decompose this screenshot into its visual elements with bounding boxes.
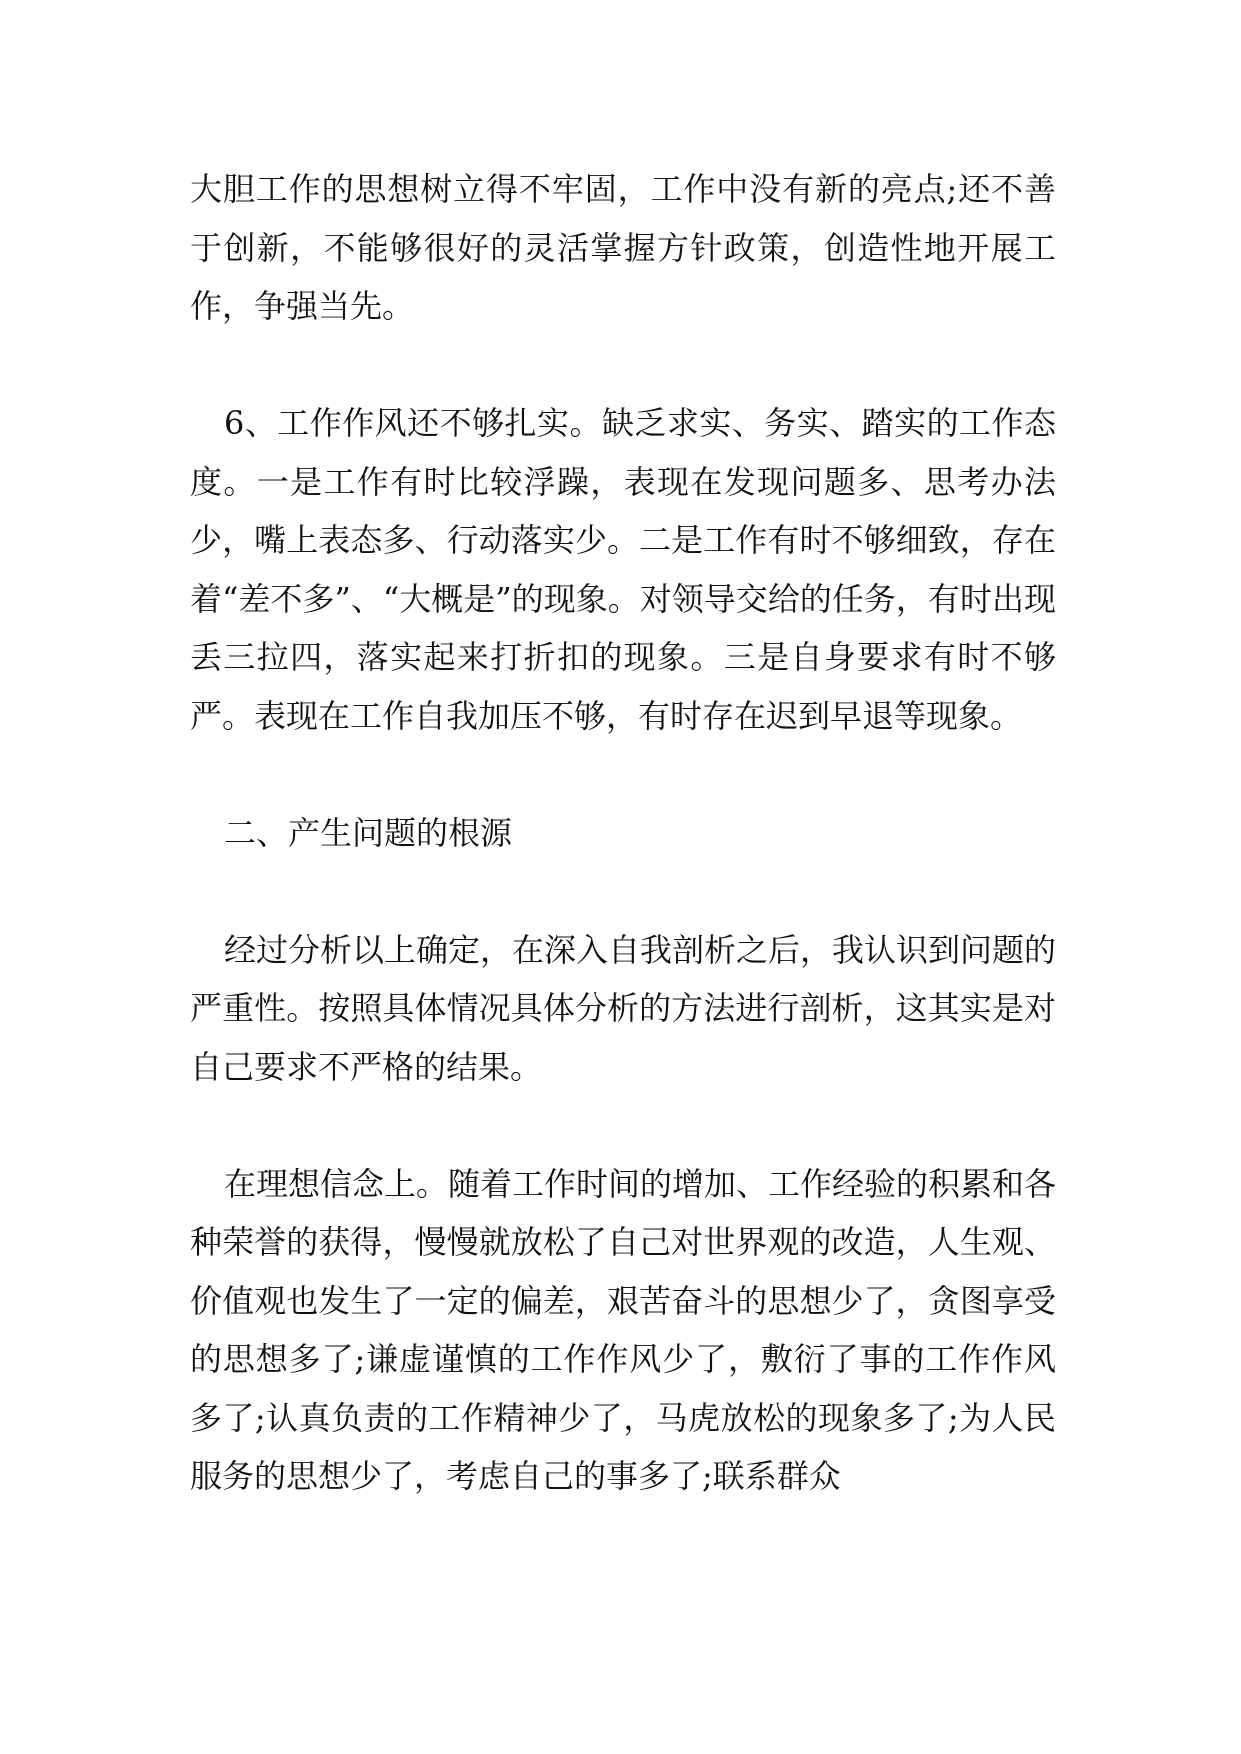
paragraph-ideals-beliefs: 在理想信念上。随着工作时间的增加、工作经验的积累和各种荣誉的获得，慢慢就放松了自己对世界观的改造，人生观、价值观也发生了一定的偏差，艰苦奋斗的思想少了，贪图享受的思想多了;谦虚谨慎的工作作风少了，敷衍了事的工作作风多了;认真负责的工作精神少了，马虎放松的现象多了;为人民服务的思想少了，考虑自己的事多了;联系群众 bbox=[190, 1164, 1057, 1495]
section-heading-problem-roots: 二、产生问题的根源 bbox=[224, 813, 513, 852]
paragraph-analysis: 经过分析以上确定，在深入自我剖析之后，我认识到问题的严重性。按照具体情况具体分析的方法进行剖析，这其实是对自己要求不严格的结果。 bbox=[190, 930, 1057, 1086]
document-body bbox=[190, 160, 1056, 1506]
paragraph-work-style: 6、工作作风还不够扎实。缺乏求实、务实、踏实的工作态度。一是工作有时比较浮躁，表现在发现问题多、思考办法少，嘴上表态多、行动落实少。二是工作有时不够细致，存在着“差不多”、“大概是”的现象。对领导交给的任务，有时出现丢三拉四，落实起来打折扣的现象。三是自身要求有时不够严。表现在工作自我加压不够，有时存在迟到早退等现象。 bbox=[190, 404, 1056, 735]
paragraph-continued-work-thinking: 大胆工作的思想树立得不牢固，工作中没有新的亮点;还不善于创新，不能够很好的灵活掌握方针政策，创造性地开展工作，争强当先。 bbox=[190, 170, 1056, 325]
